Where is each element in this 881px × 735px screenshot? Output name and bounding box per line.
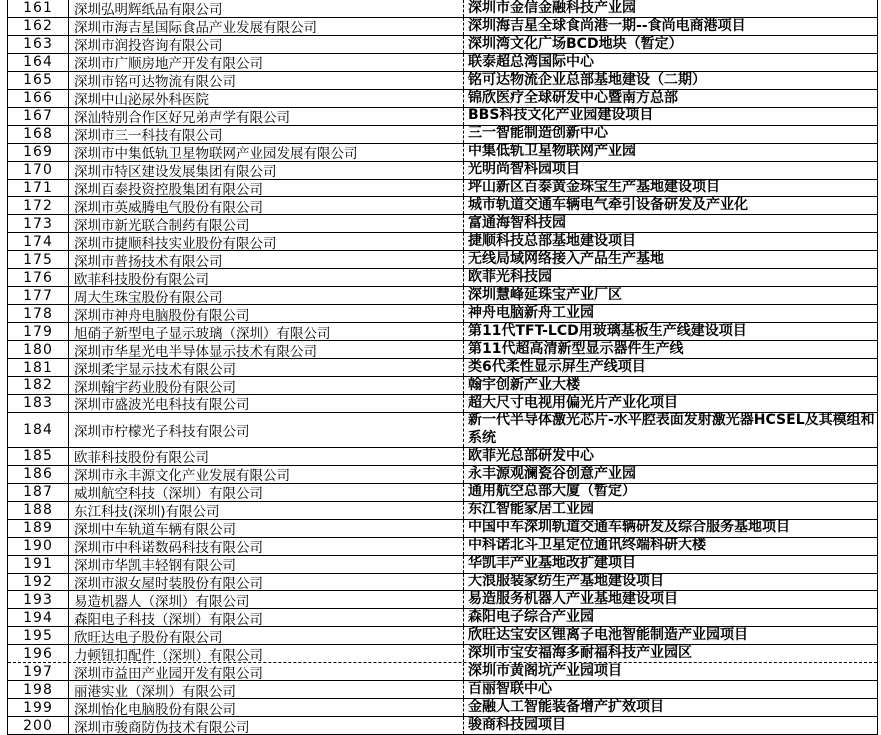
- project-name: 捷顺科技总部基地建设项目: [468, 233, 636, 250]
- company-name: 威圳航空科技（深圳）有限公司: [69, 484, 464, 501]
- project-name: BBS科技文化产业园建设项目: [468, 107, 654, 124]
- row-number: 175: [8, 251, 69, 268]
- project-name: 大浪服装家纺生产基地建设项目: [468, 573, 664, 590]
- company-name: 深圳弘明辉纸品有限公司: [69, 0, 464, 17]
- row-number: 188: [8, 502, 69, 519]
- row-number: 168: [8, 126, 69, 143]
- table-row: [8, 90, 877, 108]
- company-name: 深圳市益田产业园开发有限公司: [69, 663, 464, 680]
- company-name: 深圳市海吉星国际食品产业发展有限公司: [69, 18, 464, 35]
- company-name: 深圳市普扬技术有限公司: [69, 251, 464, 268]
- company-name: 欣旺达电子股份有限公司: [69, 627, 464, 644]
- project-name: 深圳市金信金融科技产业园: [468, 0, 636, 16]
- company-name: 深圳柔宇显示技术有限公司: [69, 359, 464, 376]
- company-name: 东江科技(深圳)有限公司: [69, 502, 464, 519]
- company-name: 深圳中车轨道车辆有限公司: [69, 520, 464, 537]
- project-name: 类6代柔性显示屏生产线项目: [468, 359, 646, 375]
- company-name: 深圳市捷顺科技实业股份有限公司: [69, 233, 464, 250]
- project-name: 东江智能家居工业园: [468, 501, 594, 518]
- company-name: 深圳市中集低轨卫星物联网产业园发展有限公司: [69, 144, 464, 161]
- table-row: [8, 54, 877, 72]
- row-number: 166: [8, 90, 69, 107]
- project-name: 三一智能制造创新中心: [468, 125, 608, 142]
- company-name: 深圳市淑女屋时装股份有限公司: [69, 574, 464, 591]
- company-name: 深圳市三一科技有限公司: [69, 126, 464, 143]
- table-row: [8, 305, 877, 323]
- row-number: 165: [8, 72, 69, 89]
- project-name: 联泰超总湾国际中心: [468, 53, 594, 70]
- row-number: 174: [8, 233, 69, 250]
- company-name: 深圳市中科诺数码科技有限公司: [69, 538, 464, 555]
- table-row: [8, 609, 877, 627]
- company-name: 深圳市神舟电脑股份有限公司: [69, 305, 464, 322]
- row-number: 163: [8, 36, 69, 53]
- row-number: 183: [8, 395, 69, 412]
- row-number: 194: [8, 609, 69, 626]
- row-number: 176: [8, 269, 69, 286]
- row-number: 187: [8, 484, 69, 501]
- row-number: 196: [8, 645, 69, 662]
- project-name: 中国中车深圳轨道交通车辆研发及综合服务基地项目: [468, 519, 790, 536]
- table-row: [8, 466, 877, 484]
- table-row: [8, 645, 877, 663]
- table-row: [8, 574, 877, 592]
- company-name: 深圳市骏商防伪技术有限公司: [69, 717, 464, 734]
- row-number: 167: [8, 108, 69, 125]
- project-name: 神舟电脑新舟工业园: [468, 305, 594, 321]
- table-row: [8, 538, 877, 556]
- company-name: 深圳中山泌尿外科医院: [69, 90, 464, 107]
- company-name: 深圳翰宇药业股份有限公司: [69, 377, 464, 394]
- table-row: [8, 72, 877, 90]
- table-row: [8, 162, 877, 180]
- project-name: 深圳海吉星全球食尚港一期--食尚电商港项目: [468, 17, 746, 34]
- company-name: 深圳市华星光电半导体显示技术有限公司: [69, 341, 464, 358]
- company-name: 深圳市英威腾电气股份有限公司: [69, 197, 464, 214]
- row-number: 179: [8, 323, 69, 340]
- project-name: 深圳慧峰延珠宝产业厂区: [468, 287, 622, 303]
- table-row: [8, 251, 877, 269]
- table-row: [8, 699, 877, 717]
- row-number: 162: [8, 18, 69, 35]
- project-name: 无线局域网络接入产品生产基地: [468, 251, 664, 268]
- company-name: 森阳电子科技（深圳）有限公司: [69, 609, 464, 626]
- project-table: [7, 0, 878, 735]
- project-name: 百丽智联中心: [468, 681, 552, 697]
- row-number: 177: [8, 287, 69, 304]
- table-row: [8, 663, 877, 681]
- company-name: 深圳市柠檬光子科技有限公司: [69, 413, 464, 447]
- row-number: 161: [8, 0, 69, 17]
- row-number: 191: [8, 556, 69, 573]
- company-name: 深圳市特区建设发展集团有限公司: [69, 162, 464, 179]
- row-number: 173: [8, 215, 69, 232]
- row-number: 164: [8, 54, 69, 71]
- table-row: [8, 269, 877, 287]
- table-row: [8, 108, 877, 126]
- company-name: 深圳市广顺房地产开发有限公司: [69, 54, 464, 71]
- table-row: [8, 287, 877, 305]
- row-number: 185: [8, 448, 69, 465]
- table-row: [8, 126, 877, 144]
- project-name: 中科诺北斗卫星定位通讯终端科研大楼: [468, 537, 706, 554]
- row-number: 178: [8, 305, 69, 322]
- project-name: 通用航空总部大厦（暂定）: [468, 483, 636, 500]
- table-row: [8, 591, 877, 609]
- table-row: [8, 197, 877, 215]
- project-name: 欧菲光科技园: [468, 269, 552, 286]
- row-number: 181: [8, 359, 69, 376]
- project-name: 铭可达物流企业总部基地建设（二期）: [468, 71, 706, 88]
- company-name: 力顿钮扣配件（深圳）有限公司: [69, 645, 464, 662]
- row-number: 189: [8, 520, 69, 537]
- table-row: [8, 323, 877, 341]
- table-row: [8, 0, 877, 18]
- table-row: [8, 627, 877, 645]
- company-name: 欧菲科技股份有限公司: [69, 448, 464, 465]
- company-name: 深圳怡化电脑股份有限公司: [69, 699, 464, 716]
- table-row: [8, 215, 877, 233]
- table-row: [8, 144, 877, 162]
- project-name: 华凯丰产业基地改扩建项目: [468, 555, 636, 572]
- row-number: 170: [8, 162, 69, 179]
- company-name: 深圳市铭可达物流有限公司: [69, 72, 464, 89]
- row-number: 195: [8, 627, 69, 644]
- project-name: 第11代超高清新型显示器件生产线: [468, 341, 684, 357]
- project-name: 森阳电子综合产业园: [468, 609, 594, 626]
- company-name: 深汕特别合作区好兄弟声学有限公司: [69, 108, 464, 125]
- project-name: 欣旺达宝安区锂离子电池智能制造产业园项目: [468, 627, 748, 644]
- table-row: [8, 556, 877, 574]
- company-name: 深圳市华凯丰轻钢有限公司: [69, 556, 464, 573]
- row-number: 171: [8, 180, 69, 197]
- company-name: 深圳市盛波光电科技有限公司: [69, 395, 464, 412]
- company-name: 深圳百泰投资控股集团有限公司: [69, 180, 464, 197]
- row-number: 186: [8, 466, 69, 483]
- table-row: [8, 395, 877, 413]
- table-row: [8, 36, 877, 54]
- table-row: [8, 413, 877, 448]
- project-name: 锦欣医疗全球研发中心暨南方总部: [468, 89, 678, 106]
- project-name: 富通海智科技园: [468, 215, 566, 232]
- row-number: 182: [8, 377, 69, 394]
- table-row: [8, 448, 877, 466]
- company-name: 丽港实业（深圳）有限公司: [69, 681, 464, 698]
- row-number: 180: [8, 341, 69, 358]
- row-number: 200: [8, 717, 69, 734]
- table-row: [8, 341, 877, 359]
- project-name: 金融人工智能装备增产扩效项目: [468, 699, 664, 715]
- table-row: [8, 717, 877, 735]
- project-name: 坪山新区百泰黄金珠宝生产基地建设项目: [468, 179, 720, 196]
- table-row: [8, 18, 877, 36]
- table-row: [8, 484, 877, 502]
- project-name: 深圳湾文化广场BCD地块（暂定）: [468, 35, 683, 52]
- table-row: [8, 359, 877, 377]
- row-number: 190: [8, 538, 69, 555]
- row-number: 169: [8, 144, 69, 161]
- table-row: [8, 681, 877, 699]
- project-name: 深圳市黄阁坑产业园项目: [468, 663, 622, 679]
- project-name: 中集低轨卫星物联网产业园: [468, 143, 636, 160]
- row-number: 192: [8, 574, 69, 591]
- company-name: 易造机器人（深圳）有限公司: [69, 591, 464, 608]
- table-row: [8, 233, 877, 251]
- company-name: 周大生珠宝股份有限公司: [69, 287, 464, 304]
- project-name: 深圳市宝安福海多耐福科技产业园区: [468, 645, 692, 662]
- project-name: 翰宇创新产业大楼: [468, 377, 580, 393]
- table-row: [8, 502, 877, 520]
- row-number: 198: [8, 681, 69, 698]
- project-name: 超大尺寸电视用偏光片产业化项目: [468, 394, 678, 411]
- row-number: 172: [8, 197, 69, 214]
- project-name: 易造服务机器人产业基地建设项目: [468, 591, 678, 608]
- company-name: 旭硝子新型电子显示玻璃（深圳）有限公司: [69, 323, 464, 340]
- row-number: 193: [8, 591, 69, 608]
- company-name: 欧菲科技股份有限公司: [69, 269, 464, 286]
- project-name: 永丰源观澜瓷谷创意产业园: [468, 465, 636, 482]
- row-number: 184: [8, 413, 69, 447]
- company-name: 深圳市新光联合制药有限公司: [69, 215, 464, 232]
- row-number: 197: [8, 663, 69, 680]
- project-name: 光明尚智科园项目: [468, 161, 580, 178]
- project-name: 骏商科技园项目: [468, 717, 566, 733]
- company-name: 深圳市永丰源文化产业发展有限公司: [69, 466, 464, 483]
- table-row: [8, 377, 877, 395]
- project-name: 欧菲光总部研发中心: [468, 447, 594, 464]
- row-number: 199: [8, 699, 69, 716]
- project-name: 新一代半导体激光芯片-水平腔表面发射激光器HCSEL及其模组和系统: [468, 412, 875, 446]
- project-name: 第11代TFT-LCD用玻璃基板生产线建设项目: [468, 323, 747, 339]
- table-row: [8, 520, 877, 538]
- company-name: 深圳市润投咨询有限公司: [69, 36, 464, 53]
- project-name: 城市轨道交通车辆电气牵引设备研发及产业化: [468, 197, 748, 214]
- table-row: [8, 180, 877, 198]
